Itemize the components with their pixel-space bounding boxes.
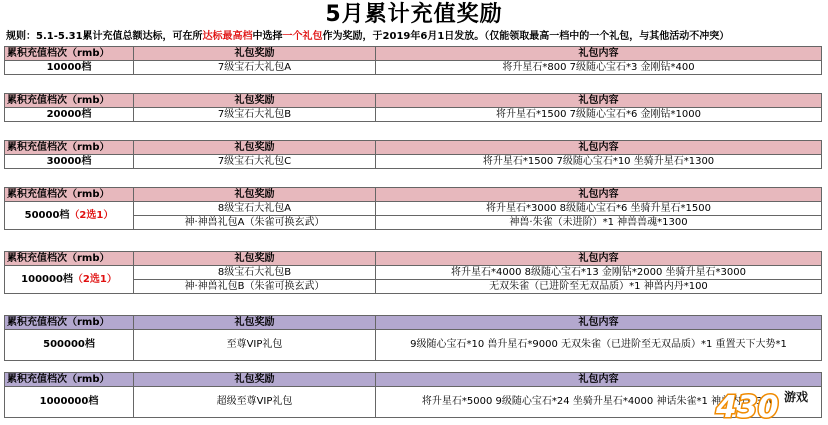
tier-header: 累积充值档次（rmb）	[5, 316, 134, 330]
reward-content: 神兽·朱雀（未进阶）*1 神兽兽魂*1300	[376, 216, 822, 230]
content-header: 礼包内容	[376, 141, 822, 155]
reward-content: 将升星石*1500 7级随心宝石*10 坐骑升星石*1300	[376, 155, 822, 169]
site-logo-watermark	[714, 385, 824, 423]
tier-block-50000	[4, 187, 822, 230]
page-title: 5月累计充值奖励	[325, 2, 503, 27]
reward-header: 礼包奖励	[134, 94, 376, 108]
content-header: 礼包内容	[376, 316, 822, 330]
tier-amount: 50000档	[24, 209, 70, 221]
reward-name: 7级宝石大礼包B	[134, 108, 376, 122]
tier-block-10000	[4, 46, 822, 75]
reward-name: 超级至尊VIP礼包	[134, 387, 376, 418]
tier-label	[5, 202, 134, 230]
tier-header: 累积充值档次（rmb）	[5, 188, 134, 202]
reward-name: 神·神兽礼包A（朱雀可换玄武）	[134, 216, 376, 230]
reward-name: 8级宝石大礼包B	[134, 266, 376, 280]
tier-header: 累积充值档次（rmb）	[5, 94, 134, 108]
content-header: 礼包内容	[376, 47, 822, 61]
content-header: 礼包内容	[376, 373, 822, 387]
tier-label: 30000档	[5, 155, 134, 169]
rules-text	[6, 30, 826, 44]
tier-choice: （2选1）	[72, 273, 117, 285]
reward-header: 礼包奖励	[134, 316, 376, 330]
reward-header: 礼包奖励	[134, 141, 376, 155]
reward-content: 将升星石*3000 8级随心宝石*6 坐骑升星石*1500	[376, 202, 822, 216]
reward-content: 将升星石*5000 9级随心宝石*24 坐骑升星石*4000 神话朱雀*1 神兽内丹*300	[376, 387, 822, 418]
reward-content: 无双朱雀（已进阶至无双品质）*1 神兽内丹*100	[376, 280, 822, 294]
tier-header: 累积充值档次（rmb）	[5, 373, 134, 387]
reward-content: 将升星石*4000 8级随心宝石*13 金刚钻*2000 坐骑升星石*3000	[376, 266, 822, 280]
tier-choice: （2选1）	[69, 209, 114, 221]
tier-header: 累积充值档次（rmb）	[5, 141, 134, 155]
tier-block-100000	[4, 251, 822, 294]
tier-block-30000	[4, 140, 822, 169]
rules-highlight-one-pack: 一个礼包	[282, 31, 323, 42]
logo-text: 游戏	[784, 390, 809, 404]
reward-name: 神·神兽礼包B（朱雀可换玄武）	[134, 280, 376, 294]
tier-amount: 100000档	[21, 273, 73, 285]
logo-number: 430	[716, 390, 779, 423]
tier-header: 累积充值档次（rmb）	[5, 252, 134, 266]
tier-label: 1000000档	[5, 387, 134, 418]
rules-part1: 规则：5.1-5.31累计充值总额达标，可在所	[6, 31, 203, 42]
reward-content: 将升星石*800 7级随心宝石*3 金刚钻*400	[376, 61, 822, 75]
rules-part3: 作为奖励，于2019年6月1日发放。（仅能领取最高一档中的一个礼包，与其他活动不冲突）	[322, 31, 730, 42]
reward-header: 礼包奖励	[134, 373, 376, 387]
reward-name: 7级宝石大礼包C	[134, 155, 376, 169]
rules-part2: 中选择	[252, 31, 283, 42]
reward-name: 8级宝石大礼包A	[134, 202, 376, 216]
tier-label: 10000档	[5, 61, 134, 75]
reward-content: 9级随心宝石*10 兽升星石*9000 无双朱雀（已进阶至无双品质）*1 重置天下大势*1	[376, 330, 822, 361]
content-header: 礼包内容	[376, 94, 822, 108]
reward-content: 将升星石*1500 7级随心宝石*6 金刚钻*1000	[376, 108, 822, 122]
tier-label	[5, 266, 134, 294]
reward-name: 至尊VIP礼包	[134, 330, 376, 361]
reward-header: 礼包奖励	[134, 47, 376, 61]
content-header: 礼包内容	[376, 252, 822, 266]
tier-block-500000	[4, 315, 822, 361]
tier-block-20000	[4, 93, 822, 122]
tier-label: 20000档	[5, 108, 134, 122]
tier-label: 500000档	[5, 330, 134, 361]
reward-name: 7级宝石大礼包A	[134, 61, 376, 75]
rules-highlight-top-tier: 达标最高档	[202, 31, 253, 42]
content-header: 礼包内容	[376, 188, 822, 202]
reward-header: 礼包奖励	[134, 188, 376, 202]
reward-header: 礼包奖励	[134, 252, 376, 266]
tier-block-1000000	[4, 372, 822, 418]
tier-header: 累积充值档次（rmb）	[5, 47, 134, 61]
